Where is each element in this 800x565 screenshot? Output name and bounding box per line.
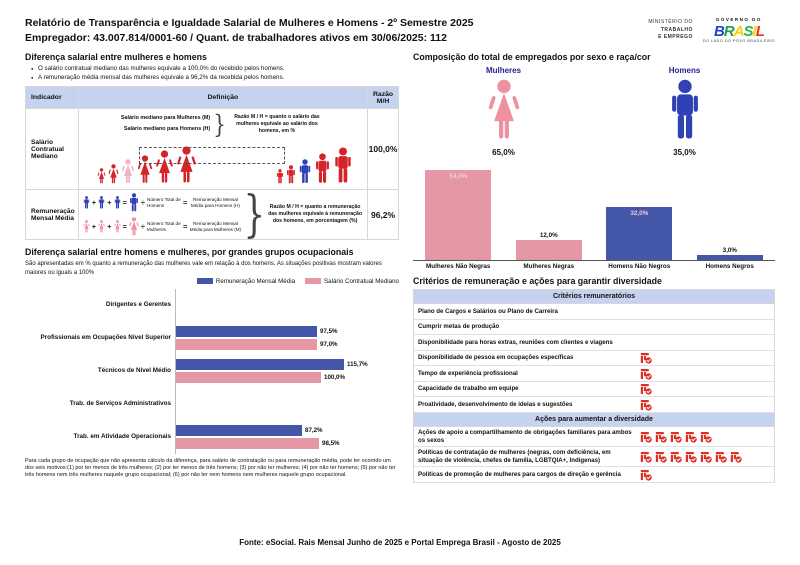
report-subtitle: Empregador: 43.007.814/0001-60 / Quant. de trabalhadores ativos em 30/06/2025: 112 — [25, 32, 447, 45]
bar-value-label: 54,0% — [449, 173, 468, 181]
bar-value-label: 98,5% — [322, 440, 340, 448]
criteria-row — [414, 467, 774, 483]
legend-item-remuneracao — [197, 278, 295, 285]
divisor-label: Número Total de Mulheres — [147, 221, 181, 232]
female-icon — [413, 79, 594, 146]
criteria-icon-group — [638, 311, 774, 313]
occupation-row — [25, 289, 399, 322]
criteria-label: Disponibilidade para horas extras, reuniões com clientes e viagens — [418, 338, 613, 346]
occupation-label: Dirigentes e Gerentes — [105, 301, 171, 309]
occupational-bar-chart — [25, 289, 399, 454]
occupation-bars — [175, 289, 399, 322]
brace-glyph: } — [243, 185, 266, 244]
female-figure-icon — [176, 146, 197, 184]
criteria-label: Disponibilidade de pessoa em ocupações específicas — [418, 354, 574, 362]
company-check-icon — [640, 352, 652, 364]
ratio-value-median: 100,0% — [368, 109, 399, 190]
criteria-icon-group — [638, 468, 774, 482]
definition-line-men: Salário mediano para Homens (H) — [123, 126, 211, 133]
criteria-row — [414, 427, 774, 447]
bar-value-label: 115,7% — [347, 361, 368, 369]
criteria-row — [414, 382, 774, 398]
result-label: Remuneração Mensal Média para Homens (H) — [190, 197, 240, 208]
criteria-icon-group — [638, 342, 774, 344]
occupation-label: Trab. em Atividade Operacionais — [73, 433, 171, 441]
bar — [176, 438, 319, 449]
male-label: Homens — [668, 66, 701, 76]
occupation-row — [25, 388, 399, 421]
composition-bar — [425, 170, 491, 260]
male-figure-icon — [314, 153, 331, 184]
criteria-label: Cumprir metas de produção — [418, 323, 500, 331]
composition-bar — [606, 207, 672, 260]
company-check-icon — [685, 431, 697, 443]
ministry-logo-line: E EMPREGO — [658, 34, 693, 41]
company-check-icon — [655, 451, 667, 463]
left-column — [25, 52, 399, 532]
composition-bar-slot — [685, 161, 776, 260]
gov-logo-slogan: DO LADO DO POVO BRASILEIRO — [702, 38, 775, 43]
sex-composition — [413, 66, 775, 157]
male-icon — [594, 79, 775, 146]
col-header-definicao: Definição — [78, 87, 367, 109]
criteria-title: Critérios de remuneração e ações para garantir diversidade — [413, 276, 662, 287]
company-check-icon — [670, 431, 682, 443]
criteria-section-header: Ações para aumentar a diversidade — [414, 413, 774, 427]
criteria-icon-group — [638, 450, 774, 464]
company-check-icon — [640, 451, 652, 463]
ratio-value-mean: 96,2% — [368, 190, 399, 240]
bar-value-label: 100,0% — [324, 374, 345, 382]
bar — [176, 359, 344, 370]
plus-sign: + — [107, 198, 112, 208]
female-label: Mulheres — [485, 66, 522, 76]
occupational-footnote: Para cada grupo de ocupação que não apresenta cálculo da diferença, para salário de contratação ou para remuneração média, pode ter ocorrido um dos seis motivos:(1) por ter menos de três mulheres; (2) por ter menos de três homens; (3) por não ter mulheres; (4) por não ter homens; (5) por não ter três homens nem três mulheres naquele grupo ocupacional; (6) por não ter nem homens nem mulheres naquele grupo ocupacional. — [25, 457, 396, 479]
occupation-row — [25, 355, 399, 388]
definition-lines — [121, 113, 210, 136]
criteria-label: Capacidade de trabalho em equipe — [418, 385, 519, 393]
composition-title: Composição do total de empregados por sexo e raça/cor — [413, 52, 651, 63]
definition-note: Razão M / H = quanto o salário das mulheres equivale ao salário dos homens, em % — [234, 113, 320, 134]
occupational-chart-subtitle: São apresentadas em % quanto a remuneração das mulheres vale em relação à dos homens. As situações positivas mostram valores maiores ou iguais a 100% — [25, 261, 382, 276]
definition-cell — [78, 109, 367, 190]
occupation-bars — [175, 322, 399, 355]
criteria-label: Políticas de contratação de mulheres (negras, com deficiência, em situação de violência, chefes de família, LGBTQIA+, Indígenas) — [418, 449, 611, 464]
salary-gap-title: Diferença salarial entre mulheres e homens — [25, 52, 207, 63]
composition-bar — [516, 240, 582, 260]
gov-logo-brasil-wordmark — [703, 24, 775, 39]
bar-value-label: 97,0% — [320, 341, 338, 349]
criteria-label: Tempo de experiência profissional — [418, 369, 518, 377]
company-check-icon — [670, 451, 682, 463]
male-pictogram-icon — [668, 79, 702, 141]
race-composition-bar-chart — [413, 161, 775, 261]
formula-line — [83, 193, 242, 212]
bar — [176, 425, 302, 436]
mean-formula-illustration — [83, 193, 242, 236]
gov-logo-letter: S — [743, 22, 753, 40]
indicator-table — [25, 86, 399, 244]
divide-sign: ÷ — [140, 222, 146, 232]
legend-swatch-blue — [197, 278, 213, 284]
criteria-icon-group — [638, 326, 774, 328]
company-check-icon — [700, 451, 712, 463]
composition-category-label: Mulheres Não Negras — [426, 263, 491, 271]
col-header-indicador: Indicador — [26, 87, 79, 109]
occupation-bars — [175, 355, 399, 388]
gov-logo-top-text: GOVERNO DO — [715, 17, 762, 22]
female-percentage: 65,0% — [492, 148, 515, 158]
bar-line — [176, 326, 399, 337]
definition-cell — [78, 185, 367, 244]
composition-category-label: Homens Negros — [705, 263, 754, 271]
company-check-icon — [640, 383, 652, 395]
female-figure-icon — [129, 217, 139, 236]
composition-bar-slot — [594, 161, 685, 260]
bar-value-label: 87,2% — [305, 427, 323, 435]
plus-sign: + — [91, 222, 97, 232]
company-check-icon — [685, 451, 697, 463]
occupation-label: Técnicos de Nível Médio — [97, 367, 171, 375]
race-composition-categories — [413, 263, 775, 270]
female-figure-icon — [114, 220, 121, 233]
col-header-razao: Razão M/H — [368, 87, 399, 109]
formula-line — [83, 217, 242, 236]
gov-logo-letter: L — [755, 22, 764, 40]
male-figure-icon — [98, 196, 105, 209]
criteria-row — [414, 447, 774, 467]
equals-sign: = — [122, 222, 127, 232]
salary-gap-bullets — [31, 65, 399, 81]
equals-sign: = — [122, 198, 127, 208]
bar — [176, 372, 321, 383]
bullet-mean-salary: ● A remuneração média mensal das mulheres equivale a 96,2% da recebida pelos homens. — [31, 74, 399, 81]
criteria-row — [414, 351, 774, 367]
composition-bar-slot — [413, 161, 504, 260]
company-check-icon — [640, 368, 652, 380]
male-figure-icon — [129, 193, 139, 212]
composition-bar — [697, 255, 763, 260]
definition-line-women: Salário mediano para Mulheres (M) — [120, 115, 211, 122]
women-figures-group — [97, 146, 197, 184]
legend-label: Salário Contratual Mediano — [324, 277, 399, 285]
table-row-remuneracao-media — [26, 190, 399, 240]
criteria-icon-group — [638, 351, 774, 365]
result-label: Remuneração Mensal Média para Mulheres (M) — [189, 221, 242, 232]
bullet-median-salary: ● O salário contratual mediano das mulheres equivale a 100,0% do recebido pelos homens. — [31, 65, 399, 72]
criteria-icon-group — [638, 382, 774, 396]
header-logos — [648, 18, 775, 43]
brace-glyph: } — [213, 109, 226, 140]
gov-logo-letter: B — [713, 22, 724, 40]
ministry-logo-line: TRABALHO — [660, 26, 693, 33]
indicator-label: Salário Contratual Mediano — [26, 109, 79, 190]
bar-value-label: 12,0% — [539, 232, 558, 240]
female-figure-icon — [137, 155, 153, 184]
report-header — [25, 16, 775, 46]
occupation-row — [25, 322, 399, 355]
female-figure-icon — [121, 159, 135, 184]
bar-line — [176, 425, 399, 436]
legend-item-salario — [305, 278, 399, 285]
median-people-illustration — [83, 140, 363, 186]
female-figure-icon — [83, 220, 90, 233]
legend-swatch-pink — [305, 278, 321, 284]
indicator-table-header-row — [26, 87, 399, 109]
male-percentage: 35,0% — [673, 148, 696, 158]
occupation-bars — [175, 421, 399, 454]
criteria-section-header: Critérios remuneratórios — [414, 290, 774, 304]
company-check-icon — [700, 431, 712, 443]
bar — [176, 339, 317, 350]
divide-sign: ÷ — [140, 198, 146, 208]
criteria-row — [414, 320, 774, 336]
female-figure-icon — [155, 150, 174, 184]
female-figure-icon — [98, 220, 105, 233]
criteria-row — [414, 335, 774, 351]
male-composition-block — [594, 66, 775, 157]
criteria-icon-group — [638, 367, 774, 381]
right-column — [413, 52, 775, 532]
report-title: Relatório de Transparência e Igualdade Salarial de Mulheres e Homens - 2º Semestre 2025 — [25, 17, 474, 29]
composition-bar-slot — [504, 161, 595, 260]
composition-category-label: Mulheres Negras — [523, 263, 575, 271]
gov-logo-letter: I — [752, 22, 756, 40]
report-titles — [25, 16, 474, 46]
occupation-row — [25, 421, 399, 454]
occupational-legend — [25, 278, 399, 285]
female-figure-icon — [108, 164, 119, 184]
occupation-label: Profissionais em Ocupações Nível Superior — [40, 334, 171, 342]
bar — [176, 326, 317, 337]
bar-value-label: 97,5% — [320, 328, 338, 336]
indicator-label: Remuneração Mensal Média — [26, 190, 79, 240]
occupation-label: Trab. de Serviços Administrativos — [69, 400, 171, 408]
criteria-icon-group — [638, 430, 774, 444]
criteria-row — [414, 304, 774, 320]
gov-logo-letter: R — [723, 22, 734, 40]
male-figure-icon — [276, 169, 284, 184]
source-footer: Fonte: eSocial. Rais Mensal Junho de 2025 e Portal Emprega Brasil - Agosto de 2025 — [239, 538, 561, 547]
female-pictogram-icon — [487, 79, 521, 141]
governo-brasil-logo — [703, 18, 775, 43]
table-row-salario-mediano — [26, 109, 399, 190]
gov-logo-letter: A — [733, 22, 744, 40]
criteria-icon-group — [638, 398, 774, 412]
bar-line — [176, 372, 399, 383]
company-check-icon — [655, 431, 667, 443]
male-figure-icon — [298, 159, 312, 184]
ministry-logo-line: MINISTÉRIO DO — [648, 19, 693, 26]
male-figure-icon — [114, 196, 121, 209]
company-check-icon — [640, 399, 652, 411]
criteria-label: Ações de apoio a compartilhamento de obrigações familiares para ambos os sexos — [418, 428, 632, 444]
company-check-icon — [640, 431, 652, 443]
bar-value-label: 32,0% — [630, 210, 649, 218]
criteria-label: Proatividade, desenvolvimento de ideias e sugestões — [418, 400, 573, 408]
occupation-bars — [175, 388, 399, 421]
composition-category-label: Homens Não Negros — [608, 263, 671, 271]
plus-sign: + — [91, 198, 97, 208]
equals-sign: = — [183, 222, 188, 232]
men-figures-group — [276, 147, 353, 184]
bar-line — [176, 438, 399, 449]
company-check-icon — [640, 469, 652, 481]
male-figure-icon — [83, 196, 90, 209]
company-check-icon — [715, 451, 727, 463]
criteria-row — [414, 366, 774, 382]
legend-label: Remuneração Mensal Média — [215, 277, 296, 285]
male-figure-icon — [286, 165, 296, 184]
company-check-icon — [730, 451, 742, 463]
ministry-logo — [648, 19, 693, 42]
female-figure-icon — [97, 168, 106, 184]
criteria-label: Políticas de promoção de mulheres para cargos de direção e gerência — [418, 470, 621, 478]
bar-line — [176, 359, 399, 370]
equals-sign: = — [183, 198, 188, 208]
female-composition-block — [413, 66, 594, 157]
male-figure-icon — [333, 147, 353, 184]
bar-line — [176, 339, 399, 350]
plus-sign: + — [107, 222, 112, 232]
criteria-row — [414, 397, 774, 413]
definition-note: Razão M / H = quanto a remuneração das mulheres equivale à remuneração dos homens, em porcentagem (%) — [268, 204, 363, 225]
criteria-label: Plano de Cargos e Salários ou Plano de Carreira — [418, 307, 558, 315]
divisor-label: Número Total de Homens — [147, 197, 181, 208]
bar-value-label: 3,0% — [722, 247, 737, 255]
occupational-chart-title: Diferença salarial entre homens e mulheres, por grandes grupos ocupacionais — [25, 247, 354, 258]
criteria-table — [413, 289, 775, 482]
